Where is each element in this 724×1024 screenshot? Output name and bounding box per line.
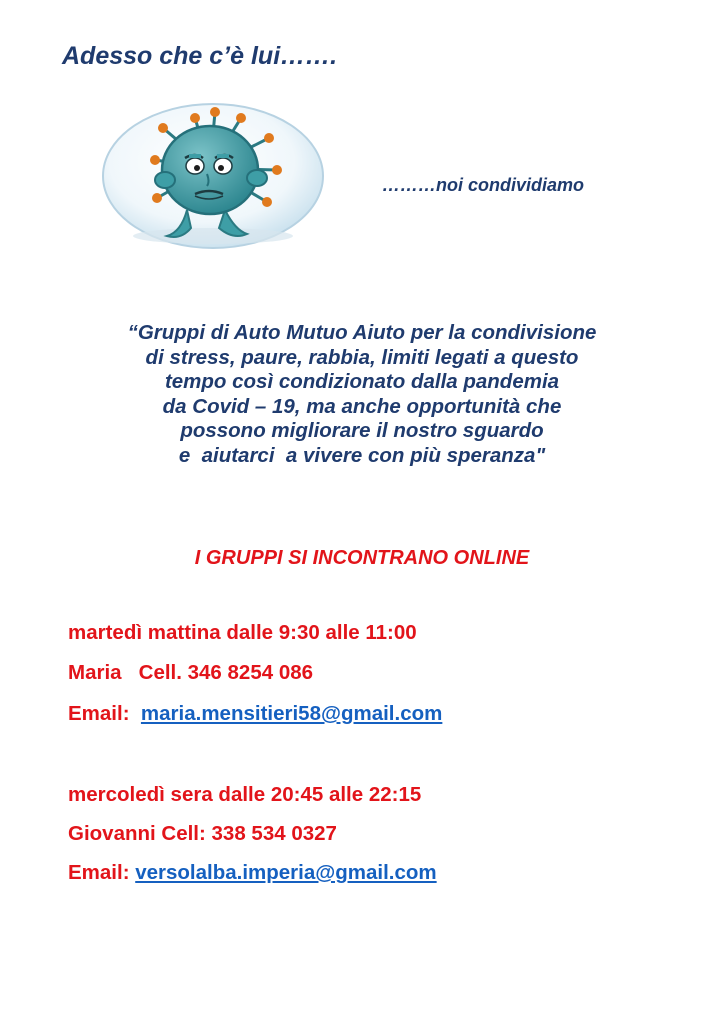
group2-email-row [68,861,437,885]
group1-contact: Maria Cell. 346 8254 086 [68,661,314,684]
quote-line: tempo così condizionato dalla pandemia [164,370,560,394]
quote-block [0,321,724,469]
virus-character-in-bubble-icon [45,98,385,252]
group1-email-link[interactable]: maria.mensitieri58@gmail.com [140,702,443,725]
online-heading: I GRUPPI SI INCONTRANO ONLINE [194,547,530,569]
quote-line: possono migliorare il nostro sguardo [180,419,544,443]
quote-line: da Covid – 19, ma anche opportunità che [162,394,562,418]
quote-line: e aiutarci a vivere con più speranza" [178,443,546,467]
email-label: Email: [68,702,141,725]
group2-contact: Giovanni Cell: 338 534 0327 [68,822,337,845]
group1-schedule: martedì mattina dalle 9:30 alle 11:00 [68,621,417,644]
group2-email-link[interactable]: versolalba.imperia@gmail.com [135,861,437,884]
group1-email-row [68,702,442,726]
page-title: Adesso che c’è lui……. [62,42,338,70]
quote-line: “Gruppi di Auto Mutuo Aiuto per la condivisione [127,321,597,344]
subtitle: ………noi condividiamo [382,175,585,195]
email-label: Email: [68,861,136,884]
quote-line: di stress, paure, rabbia, limiti legati a questo [145,345,579,369]
group2-schedule: mercoledì sera dalle 20:45 alle 22:15 [68,783,422,806]
